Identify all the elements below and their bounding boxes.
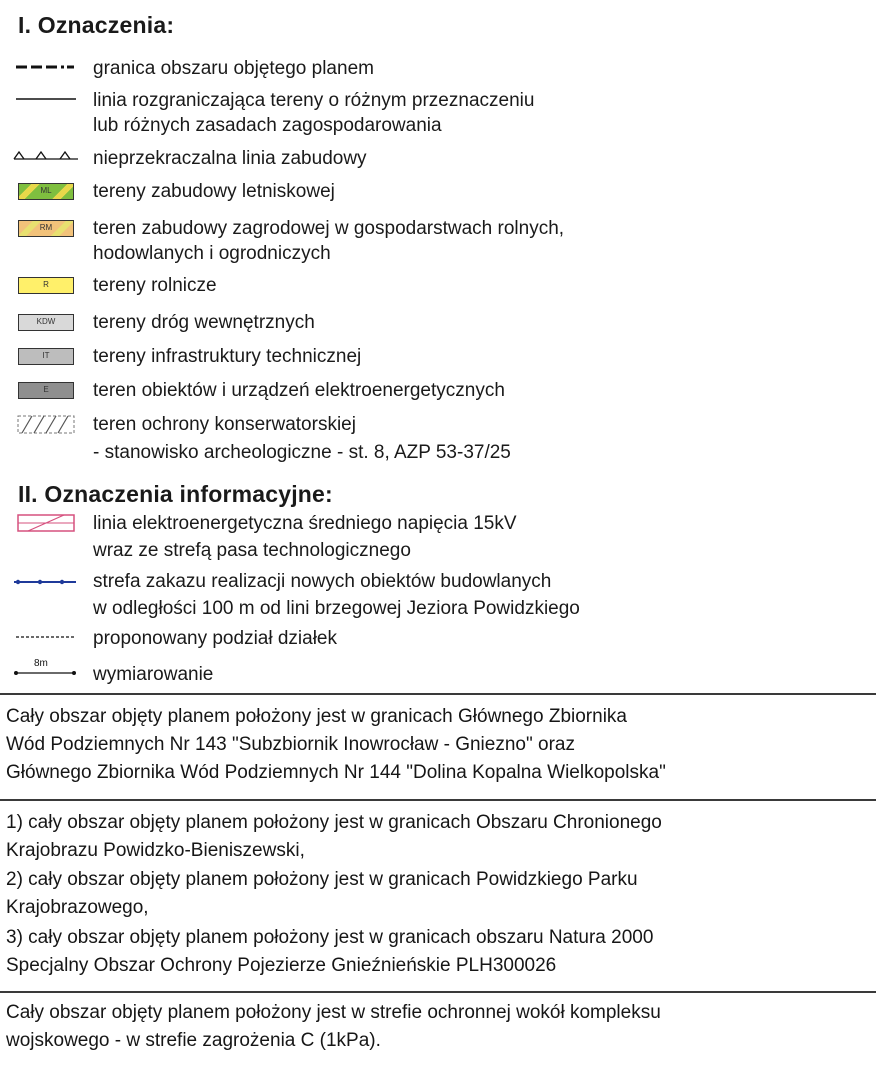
ml-swatch-icon (18, 183, 74, 200)
legend-item-label: granica obszaru objętego planem (93, 58, 374, 79)
dimension-label: 8m (34, 658, 48, 669)
note-line: Głównego Zbiornika Wód Podziemnych Nr 144 "Dolina Kopalna Wielkopolska" (6, 762, 666, 783)
legend-item-label: proponowany podział działek (93, 628, 337, 649)
legend-item-label: linia elektroenergetyczna średniego napięcia 15kV (93, 513, 517, 534)
swatch-code: R (43, 280, 49, 289)
legend-item-label-cont: lub różnych zasadach zagospodarowania (93, 115, 442, 136)
section-1-title: I. Oznaczenia: (18, 12, 175, 38)
note-line: Krajobrazu Powidzko-Bieniszewski, (6, 840, 305, 861)
legend-item-label: tereny rolnicze (93, 275, 217, 296)
note-line: 3) cały obszar objęty planem położony jest w granicach obszaru Natura 2000 (6, 927, 654, 948)
rm-swatch-icon (18, 220, 74, 237)
legend-item-label: teren obiektów i urządzeń elektroenergetycznych (93, 380, 505, 401)
zone-boundary-line-icon (12, 570, 78, 594)
legend-item-label: teren zabudowy zagrodowej w gospodarstwach rolnych, (93, 218, 565, 239)
divider (0, 991, 876, 993)
swatch-code: IT (42, 351, 50, 360)
kdw-swatch-icon (18, 314, 74, 331)
note-line: Specjalny Obszar Ochrony Pojezierze Gnieźnieńskie PLH300026 (6, 955, 557, 976)
dashed-boundary-line-icon (12, 57, 78, 81)
legend-item-label-cont: wraz ze strefą pasa technologicznego (93, 540, 411, 561)
note-line: Cały obszar objęty planem położony jest w granicach Głównego Zbiornika (6, 706, 627, 727)
note-line: Krajobrazowego, (6, 897, 149, 918)
legend-item-label: nieprzekraczalna linia zabudowy (93, 148, 367, 169)
legend-item-label: tereny infrastruktury technicznej (93, 346, 362, 367)
solid-line-icon (12, 89, 78, 113)
it-swatch-icon (18, 348, 74, 365)
legend-item-label: strefa zakazu realizacji nowych obiektów budowlanych (93, 571, 552, 592)
legend-item-label: linia rozgraniczająca tereny o różnym przeznaczeniu (93, 90, 535, 111)
divider (0, 693, 876, 695)
section-2-title: II. Oznaczenia informacyjne: (18, 481, 333, 507)
legend-item-label: tereny dróg wewnętrznych (93, 312, 315, 333)
note-line: 1) cały obszar objęty planem położony jest w granicach Obszaru Chronionego (6, 812, 662, 833)
r-swatch-icon (18, 277, 74, 294)
note-line: wojskowego - w strefie zagrożenia C (1kPa). (6, 1030, 381, 1051)
divider (0, 799, 876, 801)
legend-item-label-cont: - stanowisko archeologiczne - st. 8, AZP 53-37/25 (93, 442, 511, 463)
dotted-line-icon (12, 627, 78, 651)
legend-item-label: teren ochrony konserwatorskiej (93, 414, 356, 435)
building-line-triangles-icon (12, 147, 78, 171)
legend-item-label-cont: w odległości 100 m od lini brzegowej Jeziora Powidzkiego (93, 598, 580, 619)
power-line-zone-icon (12, 512, 78, 536)
swatch-code: RM (39, 223, 53, 232)
note-line: Wód Podziemnych Nr 143 "Subzbiornik Inowrocław - Gniezno" oraz (6, 734, 575, 755)
note-line: Cały obszar objęty planem położony jest w strefie ochronnej wokół kompleksu (6, 1002, 661, 1023)
swatch-code: KDW (36, 317, 56, 326)
swatch-code: ML (40, 186, 52, 195)
dimension-line-icon (12, 655, 78, 685)
legend-item-label-cont: hodowlanych i ogrodniczych (93, 243, 331, 264)
swatch-code: E (43, 385, 49, 394)
legend-item-label: tereny zabudowy letniskowej (93, 181, 335, 202)
note-line: 2) cały obszar objęty planem położony jest w granicach Powidzkiego Parku (6, 869, 638, 890)
hatched-area-icon (12, 413, 78, 437)
e-swatch-icon (18, 382, 74, 399)
legend-item-label: wymiarowanie (93, 664, 214, 685)
